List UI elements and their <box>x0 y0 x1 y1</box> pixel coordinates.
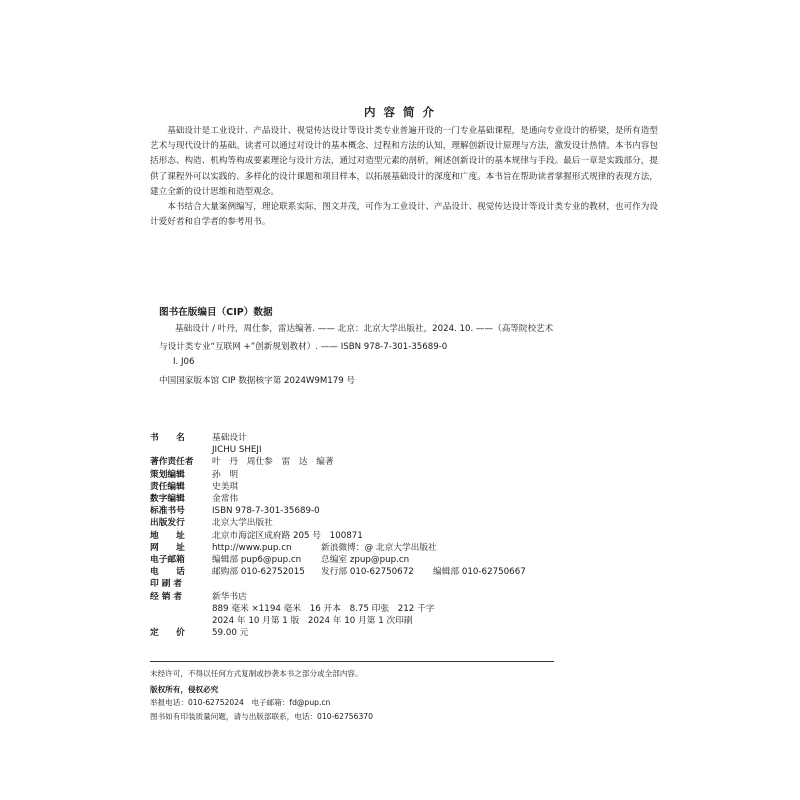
info-value-text: 889 毫米 ×1194 毫米 16 开本 8.75 印张 212 千字 <box>212 603 435 614</box>
info-row <box>150 493 560 505</box>
info-row <box>150 578 560 590</box>
info-value <box>212 444 560 456</box>
info-label: 策划编辑 <box>150 469 185 480</box>
info-value <box>212 469 560 481</box>
info-label: 出版发行 <box>150 518 185 529</box>
info-label: 网 址 <box>150 542 185 553</box>
info-row <box>150 542 560 554</box>
info-row <box>150 615 560 627</box>
info-value-text: 基础设计 <box>212 433 247 443</box>
info-value-text: ISBN 978-7-301-35689-0 <box>212 506 320 517</box>
info-value <box>212 456 560 468</box>
info-value-text: 发行部 010-62750672 <box>321 567 414 578</box>
info-value <box>212 603 560 615</box>
cip-line: 与设计类专业“互联网 +”创新规划教材）. —— ISBN 978-7-301-35689-0 <box>159 342 448 352</box>
info-row <box>150 554 560 566</box>
info-value <box>212 505 560 517</box>
info-value <box>212 530 560 542</box>
info-value-text: JICHU SHEJI <box>212 445 262 456</box>
rights-reserved: 版权所有，侵权必究 <box>150 685 219 694</box>
intro-body <box>150 124 658 230</box>
info-row <box>150 566 560 578</box>
info-value <box>212 542 560 554</box>
cip-record-number: 中国国家版本馆 CIP 数据核字第 2024W9M179 号 <box>159 376 356 386</box>
info-label: 标准书号 <box>150 506 185 517</box>
info-value-text: 新华书店 <box>212 591 247 602</box>
info-row <box>150 603 560 615</box>
info-row <box>150 505 560 517</box>
info-row <box>150 481 560 493</box>
info-label: 印 刷 者 <box>150 579 183 590</box>
info-row <box>150 591 560 603</box>
info-value <box>212 554 560 566</box>
info-value-text: 总编室 zpup@pup.cn <box>321 555 410 566</box>
info-value <box>212 481 560 493</box>
info-row <box>150 627 560 639</box>
info-value <box>212 432 560 444</box>
info-value-text: 北京市海淀区成府路 205 号 100871 <box>212 530 363 541</box>
info-label: 书 名 <box>150 433 185 443</box>
cip-line: 基础设计 / 叶丹，周仕参，雷达编著. —— 北京：北京大学出版社，2024. 10. ——（高等院校艺术 <box>175 324 554 334</box>
info-row <box>150 469 560 481</box>
info-value-text: 新浪微博：@ 北京大学出版社 <box>321 542 437 553</box>
info-label: 责任编辑 <box>150 481 185 492</box>
info-row <box>150 444 560 456</box>
intro-title: 内 容 简 介 <box>363 105 436 119</box>
cip-classification: Ⅰ. J06 <box>173 357 195 367</box>
info-value <box>212 615 560 627</box>
info-row <box>150 432 560 444</box>
info-value-text: 59.00 元 <box>212 628 249 639</box>
info-row <box>150 530 560 542</box>
info-value <box>212 591 560 603</box>
info-label: 电子邮箱 <box>150 555 185 566</box>
info-value-text: 2024 年 10 月第 1 版 2024 年 10 月第 1 次印刷 <box>212 616 413 627</box>
info-value-text: 金常伟 <box>212 494 239 505</box>
info-label: 经 销 者 <box>150 591 183 602</box>
intro-paragraph: 基础设计是工业设计、产品设计、视觉传达设计等设计类专业普遍开设的一门专业基础课程，是通向专业设计的桥梁，是所有造型艺术与现代设计的基础。读者可以通过对设计的基本概念、过程和方法的认知，理解创新设计原理与方法，激发设计热情。本书内容包括形态、构造、机构等构成要素理论与设计方法，通过对造型元素的剖析，阐述创新设计的基本规律与手段。最后一章是实践部分，提供了课程外可以实践的、多样化的设计课题和项目样本，以拓展基础设计的深度和广度。本书旨在帮助读者掌握形式规律的表现方法，建立全新的设计思维和造型观念。 <box>150 126 658 197</box>
info-label: 数字编辑 <box>150 494 185 505</box>
info-value-text: 孙 明 <box>212 469 239 480</box>
intro-paragraph: 本书结合大量案例编写，理论联系实际，图文并茂，可作为工业设计、产品设计、视觉传达设计等设计类专业的教材，也可作为设计爱好者和自学者的参考用书。 <box>150 202 658 228</box>
info-row <box>150 456 560 468</box>
info-row <box>150 517 560 529</box>
info-value-text: 叶 丹 周仕参 雷 达 编著 <box>212 457 334 468</box>
info-value-text: 史美琪 <box>212 481 239 492</box>
info-value <box>212 566 560 578</box>
info-label: 定 价 <box>150 628 185 639</box>
info-value-text: 邮购部 010-62752015 <box>212 567 305 578</box>
publication-info <box>150 432 560 639</box>
info-value-text: 北京大学出版社 <box>212 518 273 529</box>
info-label: 电 话 <box>150 567 185 578</box>
divider <box>150 661 554 662</box>
report-contact: 举报电话：010-62752024 电子邮箱：fd@pup.cn <box>150 698 331 707</box>
info-value-text: 编辑部 pup6@pup.cn <box>212 555 302 566</box>
info-value <box>212 578 560 590</box>
quality-contact: 图书如有印装质量问题，请与出版部联系，电话：010-62756370 <box>150 712 373 721</box>
info-value <box>212 493 560 505</box>
info-value <box>212 627 560 639</box>
info-label: 著作责任者 <box>150 457 194 468</box>
info-value-text: http://www.pup.cn <box>212 542 292 553</box>
info-value-text: 编辑部 010-62750667 <box>433 567 526 578</box>
info-label: 地 址 <box>150 530 185 541</box>
info-value <box>212 517 560 529</box>
copyright-notice: 未经许可，不得以任何方式复制或抄袭本书之部分或全部内容。 <box>150 669 363 678</box>
cip-heading: 图书在版编目（CIP）数据 <box>159 307 273 318</box>
